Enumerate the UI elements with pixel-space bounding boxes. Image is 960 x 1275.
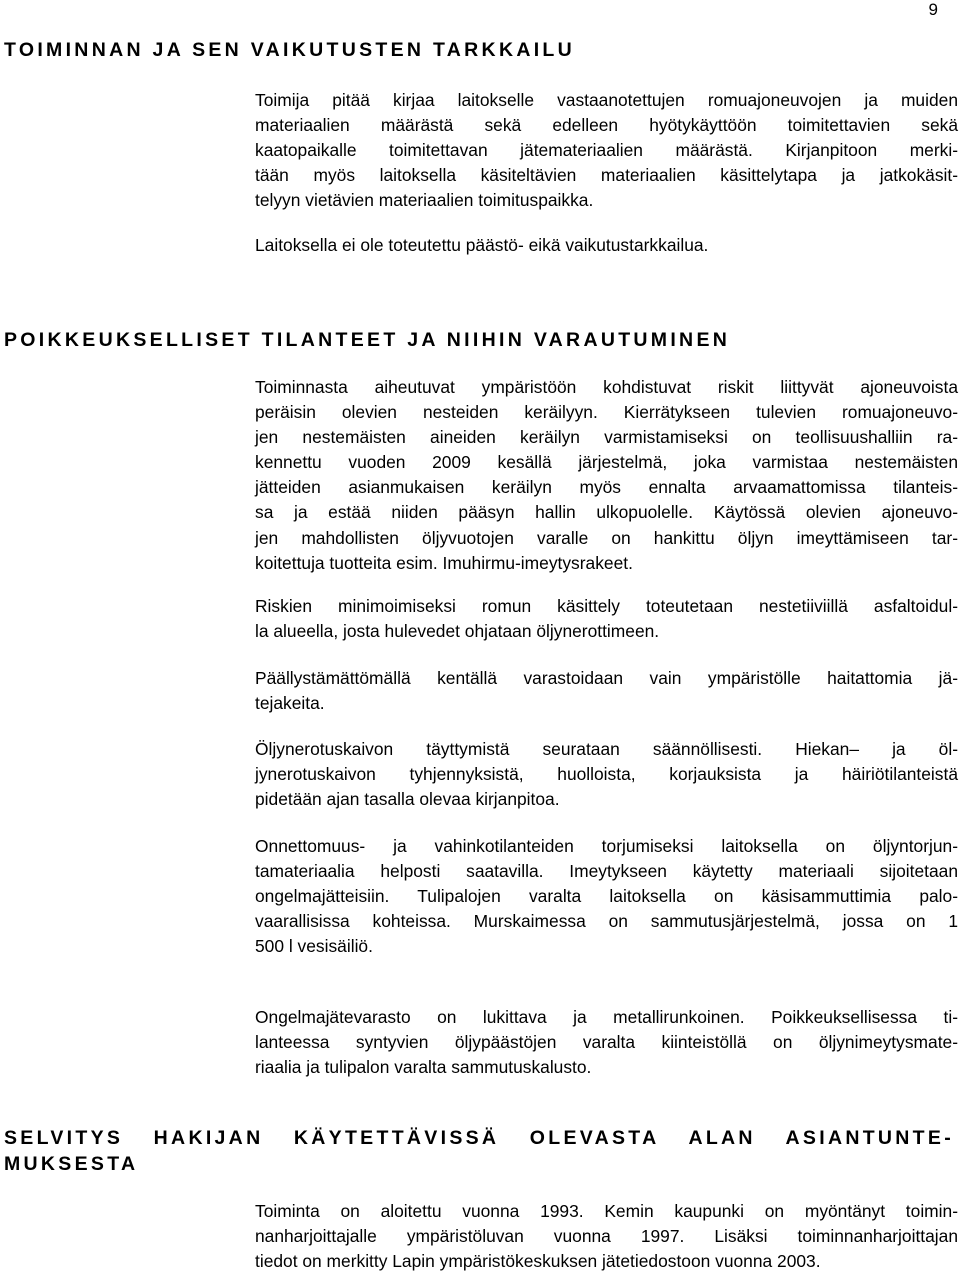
text-line: Toiminnasta aiheutuvat ympäristöön kohdistuvat riskit liittyvät ajoneuvoista	[255, 377, 958, 397]
text-line: tamateriaalia helposti saatavilla. Imeytykseen käytetty materiaali sijoitetaan	[255, 861, 958, 882]
paragraph	[255, 834, 958, 959]
text-line: Päällystämättömällä kentällä varastoidaan vain ympäristölle haitattomia jä-	[255, 668, 958, 688]
text-line: jen mahdollisten öljyvuotojen varalle on hankittu öljyn imeyttämiseen tar-	[255, 527, 958, 548]
heading-line: SELVITYS HAKIJAN KÄYTETTÄVISSÄ OLEVASTA ALAN ASIANTUNTE-	[4, 1127, 954, 1149]
paragraph	[255, 88, 958, 213]
text-line: la alueella, josta hulevedet ohjataan öljynerottimeen.	[255, 621, 660, 642]
text-line: pidetään ajan tasalla olevaa kirjanpitoa.	[255, 789, 560, 810]
text-line: Öljynerotuskaivon täyttymistä seurataan säännöllisesti. Hiekan– ja öl-	[255, 739, 958, 759]
paragraph	[255, 233, 958, 258]
text-line: lanteessa syntyvien öljypäästöjen varalta kiinteistöllä on öljynimeytysmate-	[255, 1032, 958, 1053]
paragraph	[255, 737, 958, 812]
text-line: kennettu vuoden 2009 kesällä järjestelmä, joka varmistaa nestemäisten	[255, 452, 958, 473]
text-line: jynerotuskaivon tyhjennyksistä, huolloista, korjauksista ja häiriötilanteistä	[255, 764, 958, 785]
text-line: 500 l vesisäiliö.	[255, 936, 373, 957]
text-line: Riskien minimoimiseksi romun käsittely toteutetaan nestetiiviillä asfaltoidul-	[255, 596, 958, 616]
text-line: koitettuja tuotteita esim. Imuhirmu-imeytysrakeet.	[255, 552, 633, 573]
text-line: jen nestemäisten aineiden keräilyn varmistamiseksi on teollisuushalliin ra-	[255, 427, 958, 448]
text-line: tään myös laitoksella käsiteltävien materiaalien käsittelytapa ja jatkokäsit-	[255, 165, 958, 186]
text-line: peräisin olevien nesteiden keräilyyn. Kierrätykseen tulevien romuajoneuvo-	[255, 402, 958, 423]
text-line: materiaalien määrästä sekä edelleen hyötykäyttöön toimitettavien sekä	[255, 115, 958, 136]
text-line: ongelmajätteisiin. Tulipalojen varalta laitoksella on käsisammuttimia palo-	[255, 886, 958, 907]
text-line: Toiminta on aloitettu vuonna 1993. Kemin kaupunki on myöntänyt toimin-	[255, 1201, 958, 1221]
text-line: telyyn vietävien materiaalien toimituspaikka.	[255, 190, 594, 211]
heading-line: MUKSESTA	[4, 1153, 139, 1175]
text-line: vaarallisissa kohteissa. Murskaimessa on sammutusjärjestelmä, jossa on 1	[255, 911, 958, 932]
section-heading-tarkkailu: TOIMINNAN JA SEN VAIKUTUSTEN TARKKAILU	[4, 39, 576, 61]
text-line: jätteiden asianmukaisen keräilyn myös ennalta arvaamattomissa tilanteis-	[255, 477, 958, 498]
text-line: Toimija pitää kirjaa laitokselle vastaanotettujen romuajoneuvojen ja muiden	[255, 90, 958, 110]
text-line: tejakeita.	[255, 693, 325, 714]
text-line: kaatopaikalle toimitettavan jätemateriaalien määrästä. Kirjanpitoon merki-	[255, 140, 958, 161]
section-heading-poikkeukselliset: POIKKEUKSELLISET TILANTEET JA NIIHIN VARAUTUMINEN	[4, 329, 731, 351]
text-line: Onnettomuus- ja vahinkotilanteiden torjumiseksi laitoksella on öljyntorjun-	[255, 836, 958, 856]
page-number: 9	[928, 0, 938, 19]
paragraph	[255, 1005, 958, 1080]
text-line: sa ja estää niiden pääsyn hallin ulkopuolelle. Käytössä olevien ajoneuvo-	[255, 502, 958, 523]
text-line: riaalia ja tulipalon varalta sammutuskalusto.	[255, 1057, 592, 1078]
paragraph	[255, 1199, 958, 1274]
paragraph	[255, 594, 958, 644]
text-line: Laitoksella ei ole toteutettu päästö- eikä vaikutustarkkailua.	[255, 235, 709, 255]
paragraph	[255, 375, 958, 576]
paragraph	[255, 666, 958, 716]
text-line: tiedot on merkitty Lapin ympäristökeskuksen jätetiedostoon vuonna 2003.	[255, 1251, 821, 1272]
section-heading-asiantuntemus	[4, 1125, 954, 1177]
text-line: nanharjoittajalle ympäristöluvan vuonna 1997. Lisäksi toiminnanharjoittajan	[255, 1226, 958, 1247]
text-line: Ongelmajätevarasto on lukittava ja metallirunkoinen. Poikkeuksellisessa ti-	[255, 1007, 958, 1027]
